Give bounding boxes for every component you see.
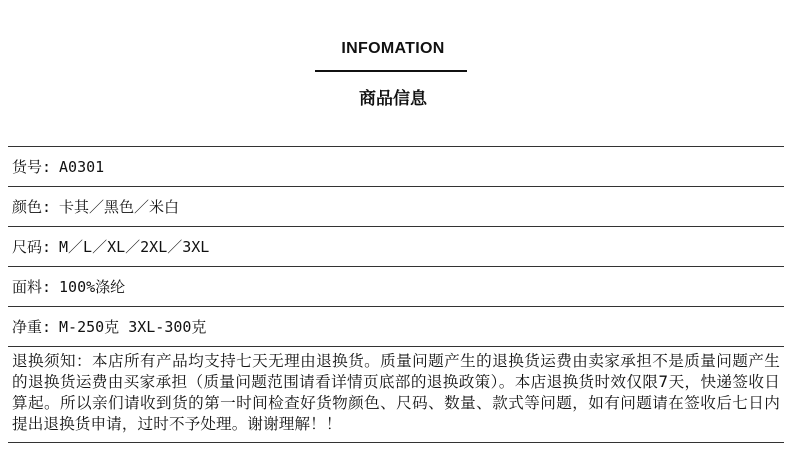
- net-weight-label: 净重:: [12, 318, 52, 336]
- section-header: [0, 0, 790, 140]
- size-label: 尺码:: [12, 238, 52, 256]
- color-label: 颜色:: [12, 198, 52, 216]
- color-row: [8, 186, 784, 226]
- fabric-row: [8, 266, 784, 306]
- fabric-value: 100%涤纶: [59, 278, 126, 296]
- fabric-label: 面料:: [12, 278, 52, 296]
- section-title-cn: 商品信息: [359, 89, 427, 109]
- product-info-table: [8, 146, 784, 443]
- item-number-label: 货号:: [12, 158, 52, 176]
- section-title-en: INFOMATION: [341, 40, 445, 57]
- net-weight-row: [8, 306, 784, 346]
- size-value: M／L／XL／2XL／3XL: [59, 238, 210, 256]
- color-value: 卡其／黑色／米白: [59, 198, 180, 216]
- item-number-value: A0301: [59, 157, 105, 176]
- net-weight-value: M-250克 3XL-300克: [59, 318, 207, 336]
- return-policy-text: 退换须知：本店所有产品均支持七天无理由退换货。质量问题产生的退换货运费由卖家承担不是质量问题产生的退换货运费由买家承担（质量问题范围请看详情页底部的退换政策）。本店退换货时效仅限7天，快递签收日算起。所以亲们请收到货的第一时间检查好货物颜色、尺码、数量、款式等问题，如有问题请在签收后七日内提出退换货申请，过时不予处理。谢谢理解！！: [8, 346, 784, 443]
- size-row: [8, 226, 784, 266]
- item-number-row: [8, 146, 784, 186]
- title-divider: [315, 70, 467, 72]
